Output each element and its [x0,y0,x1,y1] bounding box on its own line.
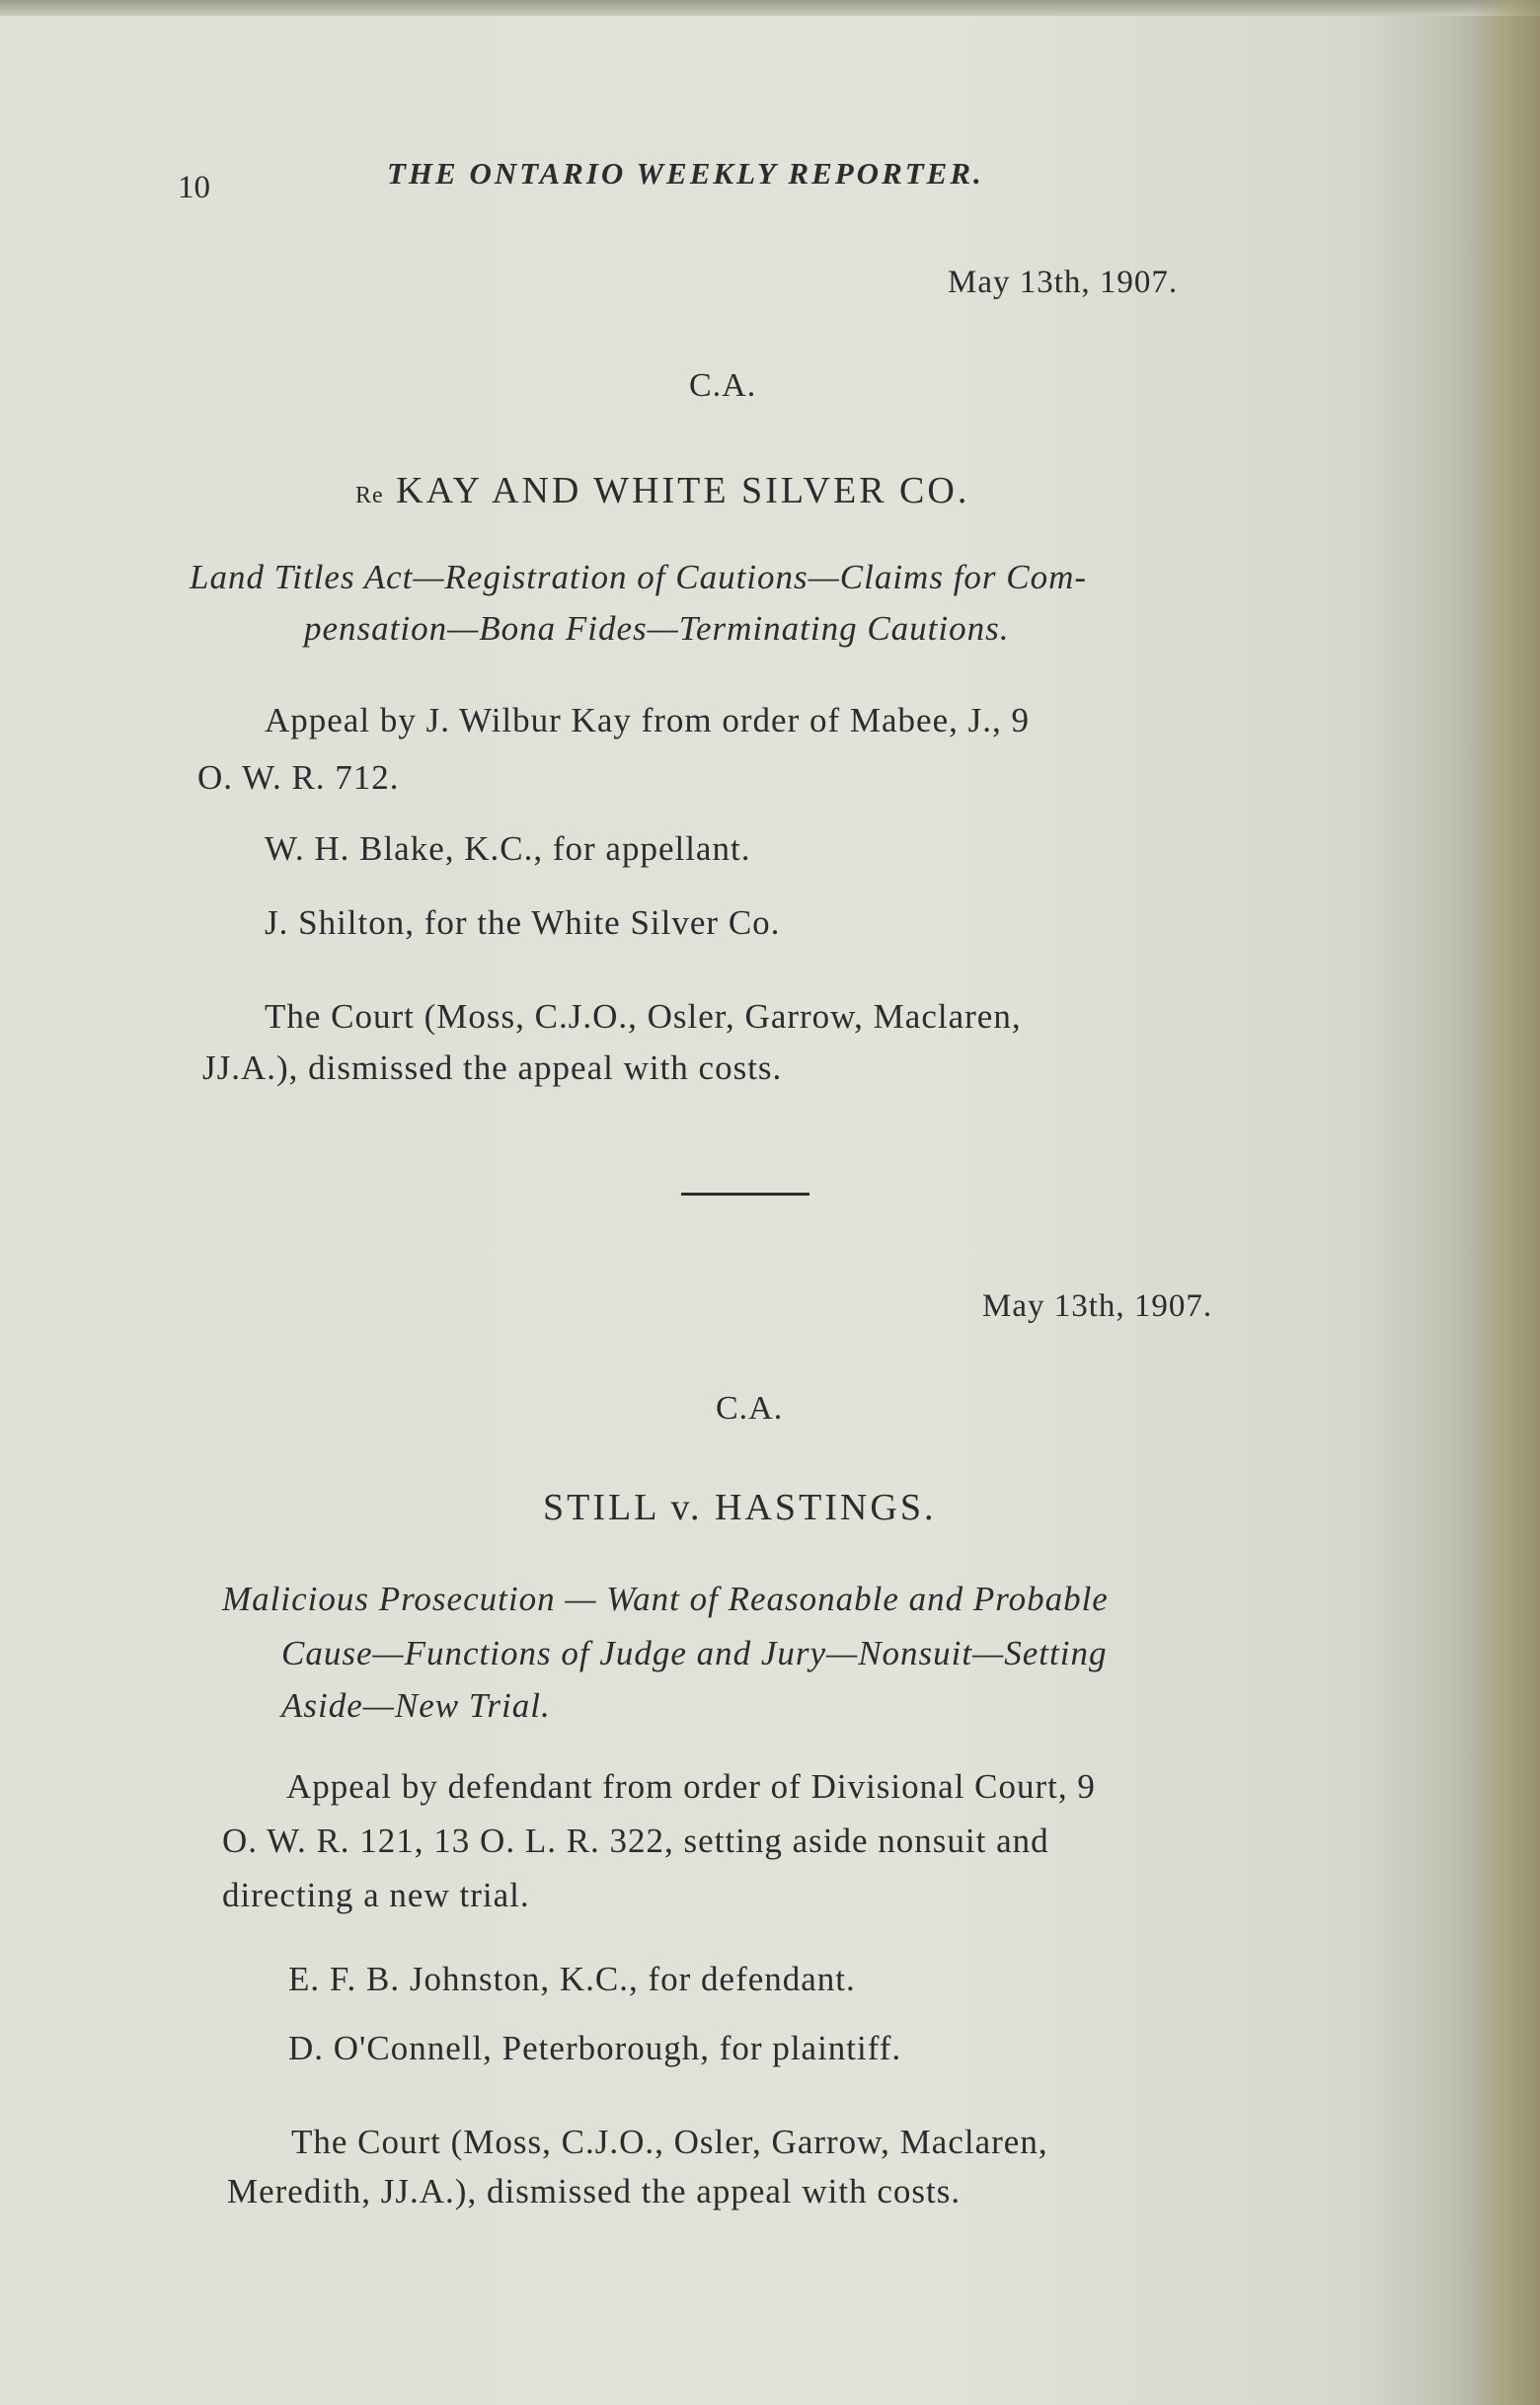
case-1-counsel-appellant: W. H. Blake, K.C., for appellant. [265,829,751,868]
case-1-headnote-line-2: pensation—Bona Fides—Terminating Cautions. [304,609,1010,648]
case-2-headnote-line-3: Aside—New Trial. [281,1686,551,1725]
page-number: 10 [178,170,210,205]
page-gutter-shadow [1471,0,1540,2405]
case-1-counsel-respondent: J. Shilton, for the White Silver Co. [265,903,781,942]
case-2-date-month: May [982,1288,1045,1324]
case-2-date [982,1288,1212,1325]
section-divider [681,1193,809,1196]
case-2-title-rest: STILL v. HASTINGS. [543,1487,937,1528]
case-2-headnote-line-1: Malicious Prosecution — Want of Reasonable and Probable [222,1580,1109,1618]
case-2-court: C.A. [716,1390,784,1427]
case-2-appeal-line-2: O. W. R. 121, 13 O. L. R. 322, setting aside nonsuit and [222,1822,1049,1860]
case-1-date [948,265,1178,301]
case-1-court: C.A. [689,367,757,404]
case-1-title-rest: KAY AND WHITE SILVER CO. [383,470,970,511]
case-1-headnote-line-1: Land Titles Act—Registration of Cautions—Claims for Com- [190,558,1088,596]
case-2-counsel-plaintiff: D. O'Connell, Peterborough, for plaintiff. [288,2029,902,2067]
case-1-title [355,469,969,512]
case-2-appeal-line-1: Appeal by defendant from order of Divisional Court, 9 [286,1767,1096,1806]
page-top-edge [0,0,1540,16]
case-2-judgment-line-2: Meredith, JJ.A.), dismissed the appeal with costs. [227,2172,962,2211]
running-header: THE ONTARIO WEEKLY REPORTER. [387,156,984,191]
case-2-counsel-defendant: E. F. B. Johnston, K.C., for defendant. [288,1960,856,1998]
case-2-date-rest: 13th, 1907. [1044,1288,1213,1324]
case-1-judgment-line-2: JJ.A.), dismissed the appeal with costs. [202,1048,783,1087]
case-1-appeal-line-1: Appeal by J. Wilbur Kay from order of Mabee, J., 9 [265,701,1030,739]
case-1-appeal-line-2: O. W. R. 712. [197,758,400,797]
case-2-judgment-line-1: The Court (Moss, C.J.O., Osler, Garrow, Maclaren, [291,2123,1048,2161]
case-1-judgment-line-1: The Court (Moss, C.J.O., Osler, Garrow, Maclaren, [265,997,1022,1036]
case-1-title-prefix: Re [355,483,384,508]
case-2-appeal-line-3: directing a new trial. [222,1876,530,1914]
case-2-title [543,1486,936,1529]
case-2-headnote-line-2: Cause—Functions of Judge and Jury—Nonsuit—Setting [281,1634,1108,1672]
case-1-date-rest: 13th, 1907. [1010,265,1179,300]
case-1-date-month: May [948,265,1011,300]
